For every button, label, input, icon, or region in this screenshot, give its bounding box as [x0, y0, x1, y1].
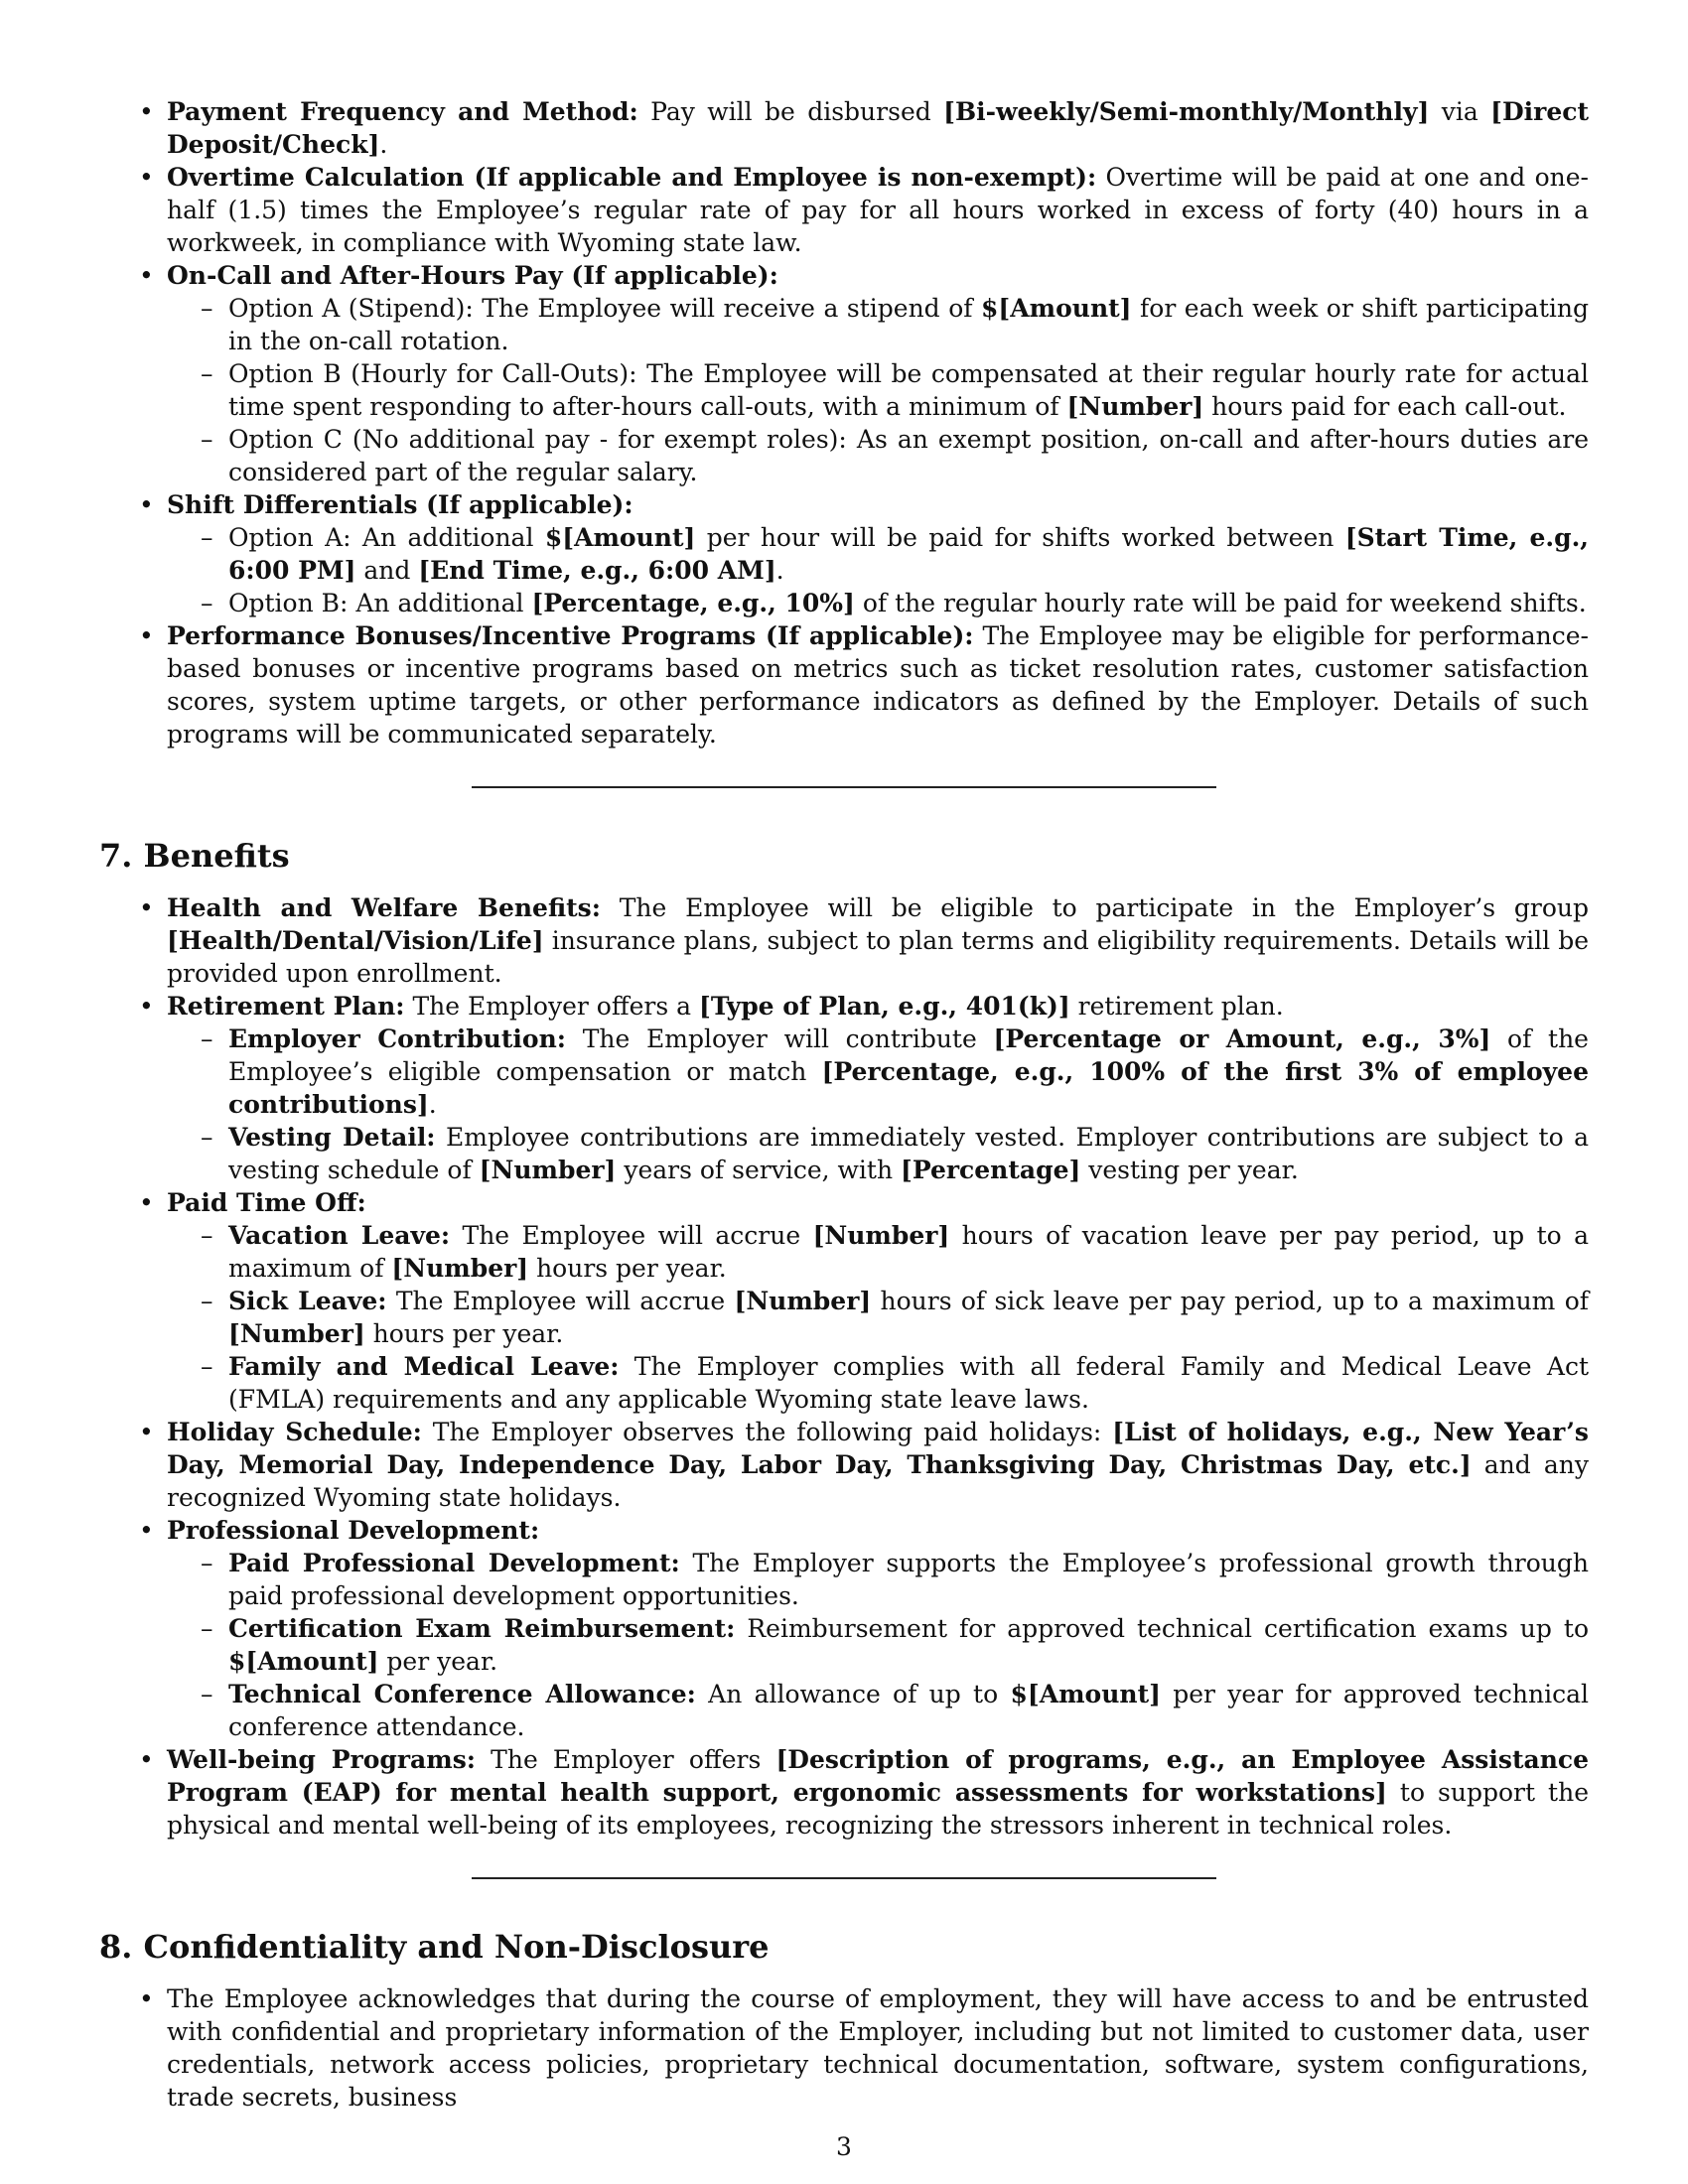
sub-item-option-b: – Option B (Hourly for Call-Outs): The Employee will be compensated at their regular hourly rate for actual time spent responding to after-hours call-outs, with a minimum of [Number] hours paid for each call-out. — [167, 357, 1589, 423]
section-heading-benefits: 7. Benefits — [99, 837, 290, 875]
list-item-wellbeing: • Well-being Programs: The Employer offers [Description of programs, e.g., an Employee Assistance Program (EAP) for mental health support, ergonomic assessments for workstations] to support the physical and mental well-being of its employees, recognizing the stressors inherent in technical roles. — [99, 1743, 1589, 1842]
section-heading-confidentiality: 8. Confidentiality and Non-Disclosure — [99, 1928, 770, 1966]
list-item-pto: • Paid Time Off: – Vacation Leave: The Employee will accrue [Number] hours of vacation leave per pay period, up to a maximum of [Number] hours per year. – Sick Leave: The Employee will accrue [Number] hours of sick leave per pay period, up to a maximum of [Number] hours per year. – Family and Medical Leave: The Employer complies with all federal Family and Medical Leave Act (FMLA) requirements and any applicable Wyoming state leave laws. — [99, 1186, 1589, 1416]
benefits-list — [99, 891, 1589, 1842]
oncall-options — [167, 292, 1589, 488]
list-item-health: • Health and Welfare Benefits: The Employee will be eligible to participate in the Employer’s group [Health/Dental/Vision/Life] insurance plans, subject to plan terms and eligibility requirements. Details will be provided upon enrollment. — [99, 891, 1589, 990]
list-item-holiday: • Holiday Schedule: The Employer observes the following paid holidays: [List of holidays, e.g., New Year’s Day, Memorial Day, Independence Day, Labor Day, Thanksgiving Day, Christmas Day, etc.] and any recognized Wyoming state holidays. — [99, 1416, 1589, 1514]
list-item-oncall: • On-Call and After-Hours Pay (If applicable): – Option A (Stipend): The Employee will receive a stipend of $[Amount] for each week or shift participating in the on-call rotation. – Option B (Hourly for Call-Outs): The Employee will be compensated at their regular hourly rate for actual time spent responding to after-hours call-outs, with a minimum of [Number] hours paid for each call-out. – Option C (No additional pay - for exempt roles): As an exempt position, on-call and after-hours duties are considered part of the regular salary. — [99, 259, 1589, 488]
list-item-retirement: • Retirement Plan: The Employer offers a [Type of Plan, e.g., 401(k)] retirement plan. – Employer Contribution: The Employer will contribute [Percentage or Amount, e.g., 3%] of the Employee’s eligible compensation or match [Percentage, e.g., 100% of the first 3% of employee contributions]. – Vesting Detail: Employee contributions are immediately vested. Employer contributions are subject to a vesting schedule of [Number] years of service, with [Percentage] vesting per year. — [99, 990, 1589, 1186]
page-number: 3 — [836, 2132, 852, 2161]
sub-item-sick: – Sick Leave: The Employee will accrue [Number] hours of sick leave per pay period, up to a maximum of [Number] hours per year. — [167, 1285, 1589, 1350]
compensation-list — [99, 95, 1589, 751]
sub-item-contribution: – Employer Contribution: The Employer will contribute [Percentage or Amount, e.g., 3%] of the Employee’s eligible compensation or match [Percentage, e.g., 100% of the first 3% of employee contributions]. — [167, 1023, 1589, 1121]
confidentiality-list — [99, 1982, 1589, 2114]
sub-item-vacation: – Vacation Leave: The Employee will accrue [Number] hours of vacation leave per pay period, up to a maximum of [Number] hours per year. — [167, 1219, 1589, 1285]
list-item-overtime: • Overtime Calculation (If applicable and Employee is non-exempt): Overtime will be paid at one and one-half (1.5) times the Employee’s regular rate of pay for all hours worked in excess of forty (40) hours in a workweek, in compliance with Wyoming state law. — [99, 161, 1589, 259]
profdev-details — [167, 1547, 1589, 1743]
list-item-payment: • Payment Frequency and Method: Pay will be disbursed [Bi-weekly/Semi-monthly/Monthly] via [Direct Deposit/Check]. — [99, 95, 1589, 161]
section-divider — [472, 786, 1216, 788]
list-item-profdev: • Professional Development: – Paid Professional Development: The Employer supports the Employee’s professional growth through paid professional development opportunities. – Certification Exam Reimbursement: Reimbursement for approved technical certification exams up to $[Amount] per year. – Technical Conference Allowance: An allowance of up to $[Amount] per year for approved technical conference attendance. — [99, 1514, 1589, 1743]
list-item-shift: • Shift Differentials (If applicable): – Option A: An additional $[Amount] per hour will be paid for shifts worked between [Start Time, e.g., 6:00 PM] and [End Time, e.g., 6:00 AM]. – Option B: An additional [Percentage, e.g., 10%] of the regular hourly rate will be paid for weekend shifts. — [99, 488, 1589, 619]
sub-item-cert: – Certification Exam Reimbursement: Reimbursement for approved technical certification exams up to $[Amount] per year. — [167, 1612, 1589, 1678]
sub-item-option-c: – Option C (No additional pay - for exempt roles): As an exempt position, on-call and after-hours duties are considered part of the regular salary. — [167, 423, 1589, 488]
shift-options — [167, 521, 1589, 619]
sub-item-option-a: – Option A (Stipend): The Employee will receive a stipend of $[Amount] for each week or shift participating in the on-call rotation. — [167, 292, 1589, 357]
sub-item-fmla: – Family and Medical Leave: The Employer complies with all federal Family and Medical Leave Act (FMLA) requirements and any applicable Wyoming state leave laws. — [167, 1350, 1589, 1416]
pto-details — [167, 1219, 1589, 1416]
sub-item-vesting: – Vesting Detail: Employee contributions are immediately vested. Employer contributions are subject to a vesting schedule of [Number] years of service, with [Percentage] vesting per year. — [167, 1121, 1589, 1186]
retirement-details — [167, 1023, 1589, 1186]
list-item-bonus: • Performance Bonuses/Incentive Programs (If applicable): The Employee may be eligible for performance-based bonuses or incentive programs based on metrics such as ticket resolution rates, customer satisfaction scores, system uptime targets, or other performance indicators as defined by the Employer. Details of such programs will be communicated separately. — [99, 619, 1589, 751]
sub-item-paid-profdev: – Paid Professional Development: The Employer supports the Employee’s professional growth through paid professional development opportunities. — [167, 1547, 1589, 1612]
section-divider — [472, 1877, 1216, 1879]
sub-item-option-a: – Option A: An additional $[Amount] per hour will be paid for shifts worked between [Start Time, e.g., 6:00 PM] and [End Time, e.g., 6:00 AM]. — [167, 521, 1589, 587]
sub-item-option-b: – Option B: An additional [Percentage, e.g., 10%] of the regular hourly rate will be paid for weekend shifts. — [167, 587, 1589, 619]
sub-item-conference: – Technical Conference Allowance: An allowance of up to $[Amount] per year for approved technical conference attendance. — [167, 1678, 1589, 1743]
item-title: Payment Frequency and Method: — [167, 97, 638, 126]
list-item-confidentiality: • The Employee acknowledges that during the course of employment, they will have access to and be entrusted with confidential and proprietary information of the Employer, including but not limited to customer data, user credentials, network access policies, proprietary technical documentation, software, system configurations, trade secrets, business — [99, 1982, 1589, 2114]
